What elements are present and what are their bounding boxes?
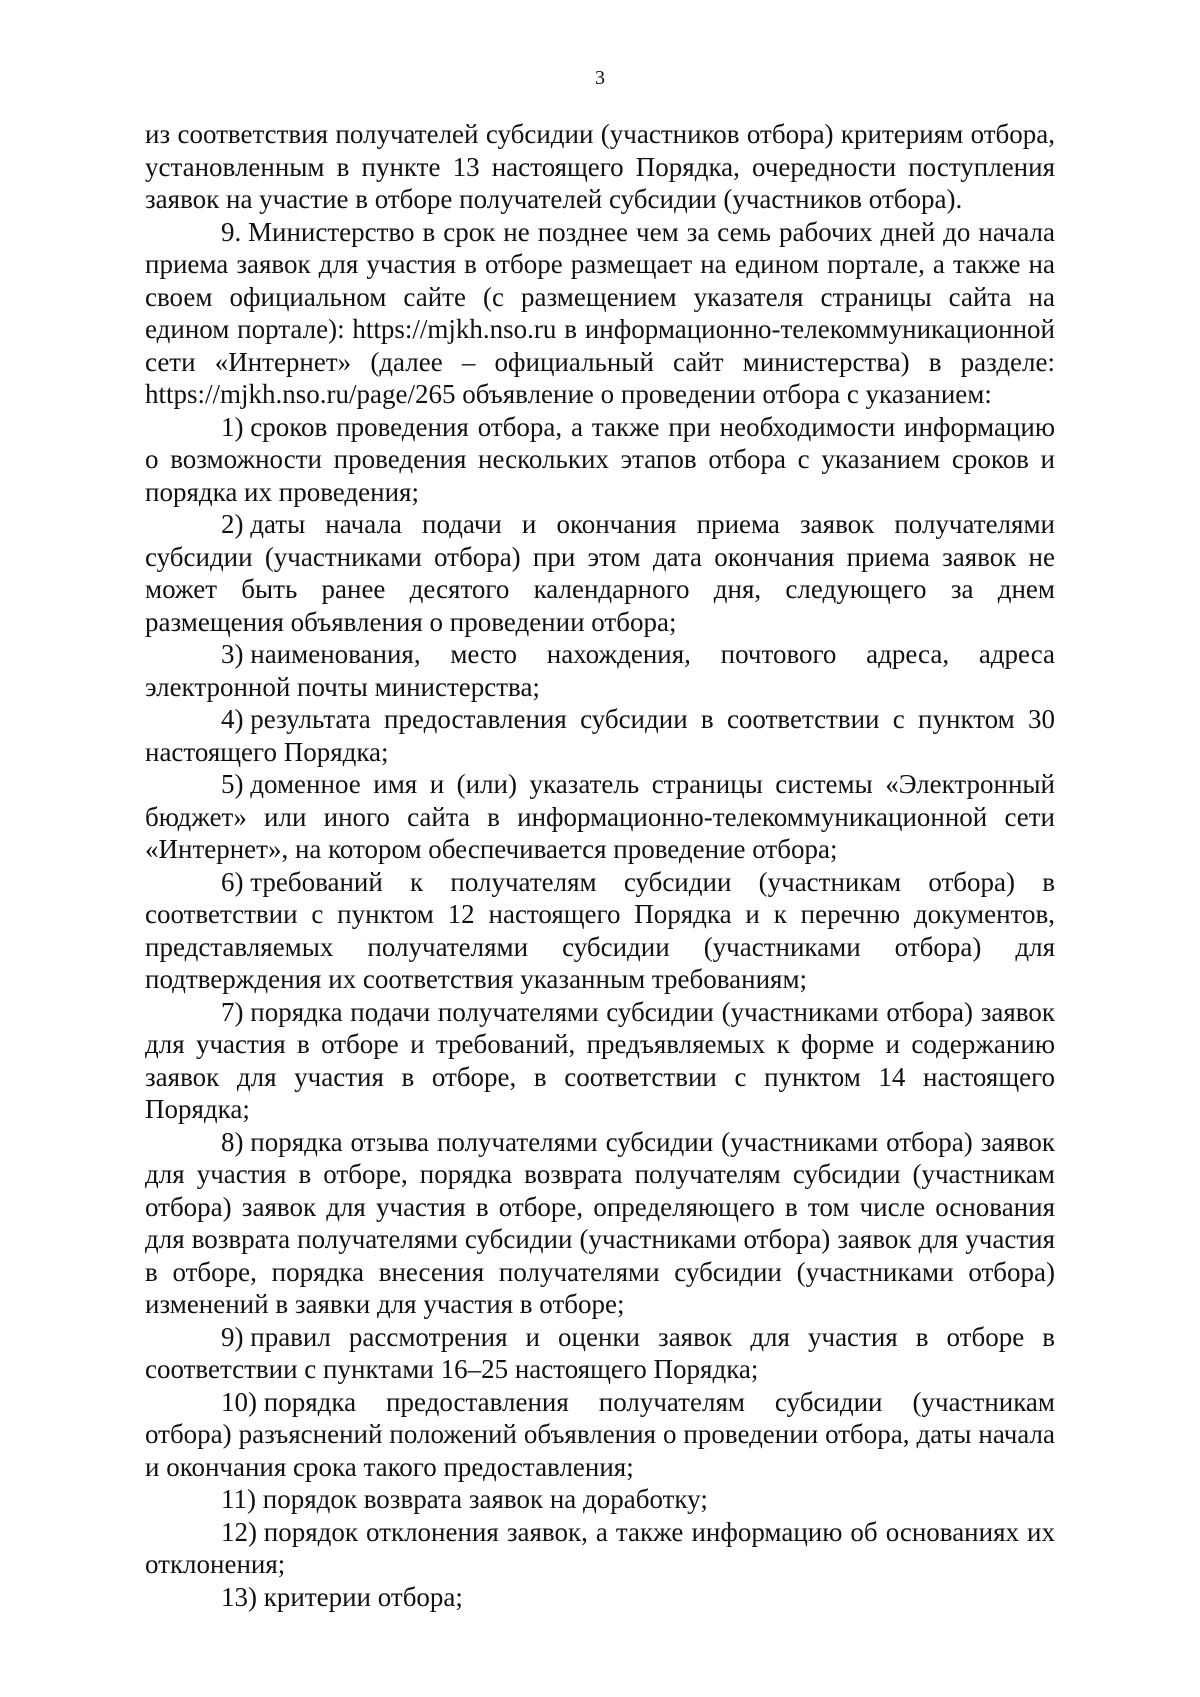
list-item-text: порядка отзыва получателями субсидии (участниками отбора) заявок для участия в отборе, порядка возврата получателям субсидии (участникам отбора) заявок для участия в отборе, определяющего в том числе основания для возврата получателями субсидии (участниками отбора) заявок для участия в отборе, порядка внесения получателями субсидии (участниками отбора) изменений в заявки для участия в отборе;: [145, 1126, 1055, 1319]
list-item-text: результата предоставления субсидии в соответствии с пунктом 30 настоящего Порядка;: [145, 704, 1055, 767]
list-item-number: 2): [221, 509, 244, 539]
list-item-text: порядок возврата заявок на доработку;: [262, 1484, 708, 1514]
list-item-text: наименования, место нахождения, почтового адреса, адреса электронной почты министерства;: [145, 639, 1055, 702]
list-item-10: [145, 1386, 1055, 1484]
list-item-text: требований к получателям субсидии (участникам отбора) в соответствии с пунктом 12 настоящего Порядка и к перечню документов, представляемых получателями субсидии (участниками отбора) для подтверждения их соответствия указанным требованиям;: [145, 866, 1055, 994]
list-item-number: 7): [221, 996, 244, 1027]
list-item-text: доменное имя и (или) указатель страницы системы «Электронный бюджет» или иного сайта в информационно-телекоммуникационной сети «Интернет», на котором обеспечивается проведение отбора;: [145, 769, 1055, 864]
paragraph-text: из соответствия получателей субсидии (участников отбора) критериям отбора, установленным в пункте 13 настоящего Порядка, очередности поступления заявок на участие в отборе получателей субсидии (участников отбора).: [145, 119, 1055, 214]
paragraph-continuation: [145, 118, 1055, 216]
list-item-text: сроков проведения отбора, а также при необходимости информацию о возможности проведения нескольких этапов отбора с указанием сроков и порядка их проведения;: [145, 411, 1055, 507]
list-item-5: [145, 768, 1055, 866]
list-item-text: даты начала подачи и окончания приема заявок получателями субсидии (участниками отбора) при этом дата окончания приема заявок не может быть ранее десятого календарного дня, следующего за днем размещения объявления о проведении отбора;: [145, 509, 1055, 637]
list-item-number: 3): [221, 639, 244, 669]
document-body: [145, 118, 1055, 1613]
list-item-8: [145, 1126, 1055, 1321]
list-item-text: порядок отклонения заявок, а также информацию об основаниях их отклонения;: [145, 1516, 1055, 1579]
list-item-number: 11): [221, 1484, 256, 1514]
list-item-number: 10): [221, 1386, 257, 1417]
list-item-number: 1): [221, 411, 244, 442]
list-item-number: 13): [221, 1581, 257, 1612]
list-item-text: правил рассмотрения и оценки заявок для участия в отборе в соответствии с пунктами 16–25 настоящего Порядка;: [145, 1321, 1055, 1384]
list-item-2: [145, 508, 1055, 638]
paragraph-number: 9.: [221, 216, 242, 247]
list-item-text: порядка предоставления получателям субсидии (участникам отбора) разъяснений положений объявления о проведении отбора, даты начала и окончания срока такого предоставления;: [145, 1386, 1055, 1482]
paragraph-text: Министерство в срок не позднее чем за семь рабочих дней до начала приема заявок для участия в отборе размещает на едином портале, а также на своем официальном сайте (с размещением указателя страницы сайта на едином портале): https://mjkh.nso.ru в информационно-телекоммуникационной сети «Интернет» (далее – официальный сайт министерства) в разделе: https://mjkh.nso.ru/page/265 объявление о проведении отбора с указанием:: [145, 216, 1055, 409]
list-item-12: [145, 1516, 1055, 1581]
list-item-3: [145, 638, 1055, 703]
list-item-4: [145, 703, 1055, 768]
list-item-number: 12): [221, 1516, 257, 1547]
list-item-13: [145, 1581, 1055, 1614]
list-item-number: 8): [221, 1126, 244, 1157]
list-item-11: [145, 1483, 1055, 1516]
list-item-9: [145, 1321, 1055, 1386]
list-item-number: 9): [221, 1321, 244, 1352]
list-item-1: [145, 411, 1055, 509]
list-item-number: 4): [221, 704, 244, 734]
list-item-text: критерии отбора;: [263, 1581, 463, 1612]
list-item-number: 6): [221, 866, 244, 897]
paragraph-item-9: [145, 216, 1055, 411]
list-item-7: [145, 996, 1055, 1126]
list-item-number: 5): [221, 769, 244, 799]
list-item-6: [145, 866, 1055, 996]
page-number: 3: [595, 67, 605, 89]
list-item-text: порядка подачи получателями субсидии (участниками отбора) заявок для участия в отборе и требований, предъявляемых к форме и содержанию заявок для участия в отборе, в соответствии с пунктом 14 настоящего Порядка;: [145, 996, 1055, 1124]
